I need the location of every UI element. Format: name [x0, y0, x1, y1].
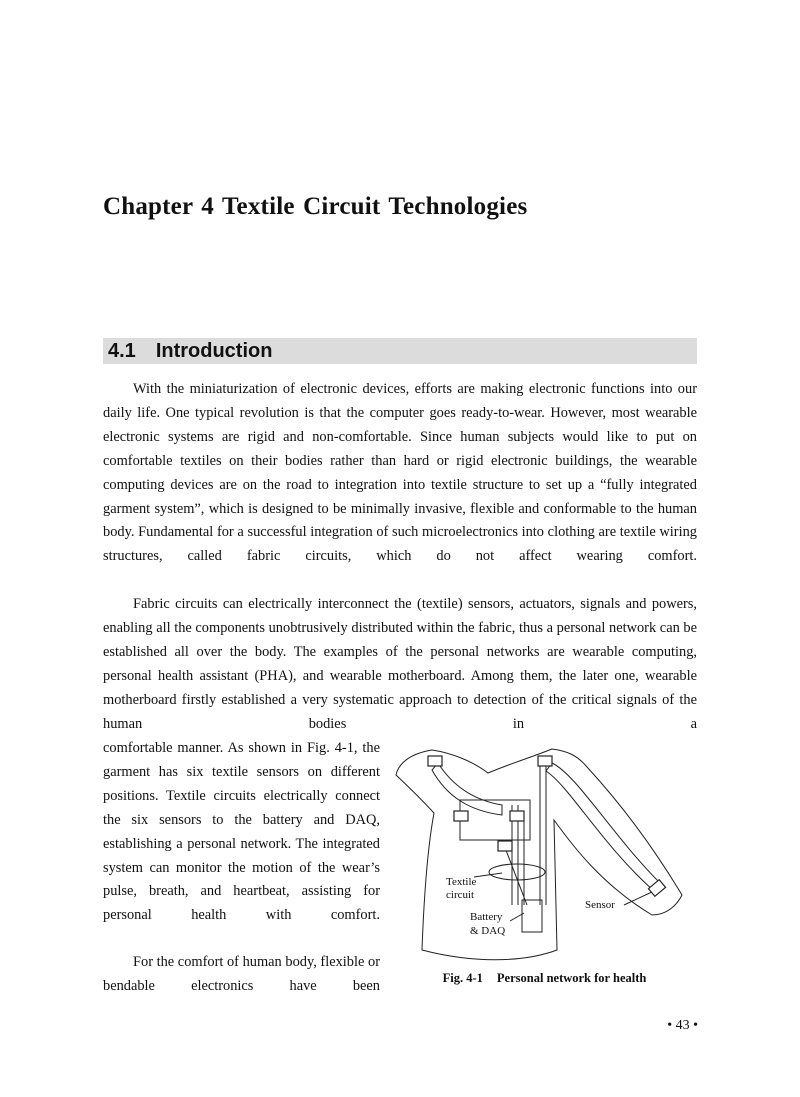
section-heading-bar: [103, 338, 697, 364]
sensor-6: [648, 880, 665, 897]
circuit-lines: [504, 765, 546, 905]
sensor-3: [454, 811, 468, 821]
paragraph-2: Fabric circuits can electrically interconnect the (textile) sensors, actuators, signals and powers, enabling all the components unobtrusively distributed within the fabric, thus a personal network can be established all over the body. The examples of the personal networks are wearable computing, personal health assistant (PHA), and wearable motherboard. Among them, the later one, wearable motherboard firstly established a very systematic approach to detection of the critical signals of the human bodies in a: [103, 596, 697, 732]
section-number: 4.1: [108, 340, 136, 362]
sensor-5: [498, 841, 512, 851]
figure-caption-text: Personal network for health: [496, 971, 647, 985]
sensor-pointer: [624, 891, 654, 905]
figure-number: Fig. 4-1: [442, 971, 483, 985]
paragraph-4: For the comfort of human body, flexible or bendable electronics have been: [103, 954, 380, 994]
label-textile-circuit: Textile: [446, 876, 477, 888]
page-number: • 43 •: [667, 1018, 698, 1033]
sensor-2: [538, 756, 552, 766]
garment-diagram: [392, 745, 697, 965]
label-textile-circuit-2: circuit: [446, 889, 475, 901]
battery-daq-box: [522, 900, 542, 932]
chapter-title: Chapter 4 Textile Circuit Technologies: [103, 193, 528, 220]
figure-garment-network: [392, 745, 697, 965]
textile-strip-right: [546, 763, 660, 891]
sensor-4: [510, 811, 524, 821]
paragraph-3: comfortable manner. As shown in Fig. 4-1, the garment has six textile sensors on different positions. Textile circuits electrically connect the six sensors to the battery and DAQ, establishing a personal network. The integrated system can monitor the motion of the wear’s pulse, breath, and heartbeat, assisting for personal health with comfort.: [103, 740, 380, 924]
figure-caption: [392, 971, 697, 986]
section-heading: [108, 339, 272, 363]
section-title: Introduction: [155, 340, 273, 362]
label-battery: Battery: [470, 911, 503, 923]
paragraph-1: With the miniaturization of electronic devices, efforts are making electronic functions into our daily life. One typical revolution is that the computer goes ready-to-wear. However, most wearable electronic systems are rigid and non-comfortable. Since human subjects would like to put on comfortable textiles on their bodies rather than hard or rigid electronic buildings, the wearable computing devices are on the road to integration into textile structure to set up a “fully integrated garment system”, which is designed to be minimally invasive, flexible and conformable to the human body. Fundamental for a successful integration of such microelectronics into clothing are textile wiring structures, called fabric circuits, which do not affect wearing comfort.: [103, 381, 697, 565]
label-sensor: Sensor: [585, 899, 615, 911]
textile-circuit-pointer: [474, 873, 502, 877]
label-daq: & DAQ: [470, 925, 506, 937]
sensor-1: [428, 756, 442, 766]
textile-strip-left: [432, 763, 502, 815]
